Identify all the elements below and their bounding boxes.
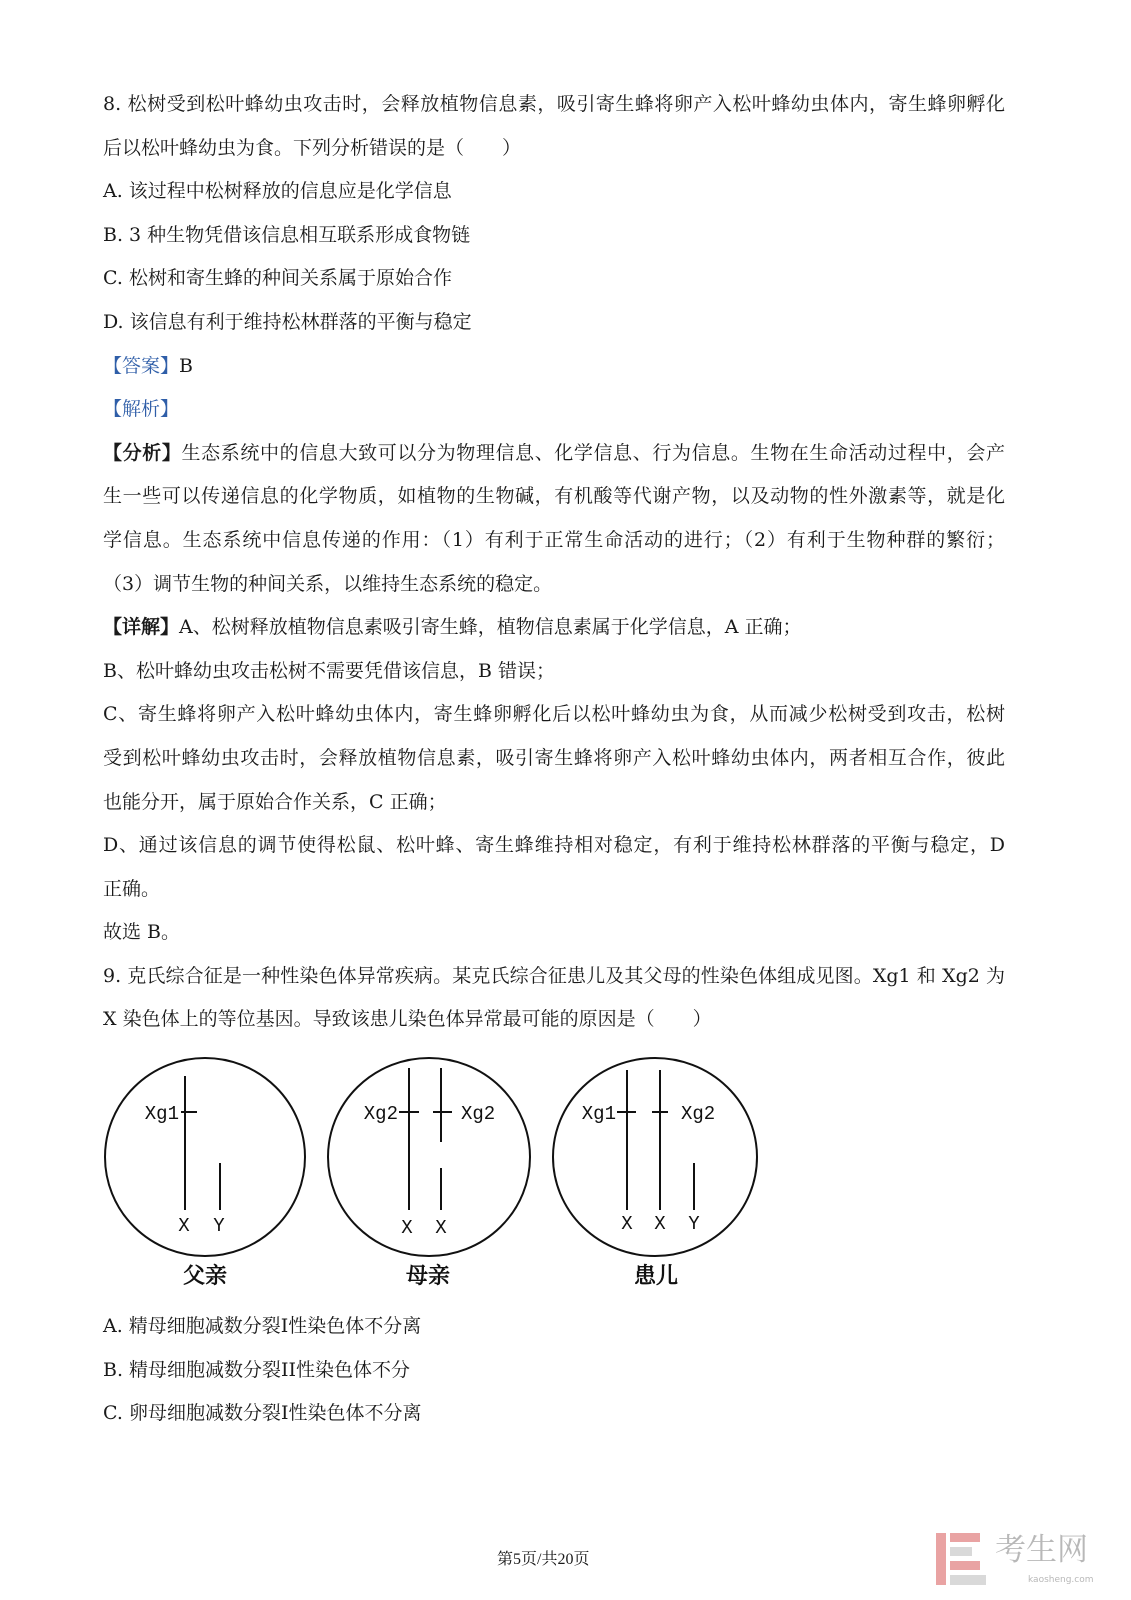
answer-line: [103, 345, 1005, 389]
q8-stem-line-1: 8. 松树受到松叶蜂幼虫攻击时，会释放植物信息素，吸引寄生蜂将卵产入松叶蜂幼虫体内，寄生蜂卵孵化: [103, 93, 1005, 115]
logo-bar-vertical: [936, 1533, 946, 1585]
analysis-line-3: 学信息。生态系统中信息传递的作用：（1）有利于正常生命活动的进行；（2）有利于生物种群的繁衍；: [103, 528, 1005, 551]
mother-gene-label-right: Xg2: [461, 1103, 496, 1125]
child-x-label-1: X: [621, 1213, 633, 1235]
child-cell: [553, 1058, 757, 1289]
child-x-label-2: X: [654, 1213, 666, 1235]
explanation-line: [103, 388, 1005, 432]
child-y-label: Y: [688, 1213, 700, 1235]
detail-line-4: 受到松叶蜂幼虫攻击时，会释放植物信息素，吸引寄生蜂将卵产入松叶蜂幼虫体内，两者相互合作，彼此: [103, 746, 1005, 769]
q8-stem-line-2: 后以松叶蜂幼虫为食。下列分析错误的是（ ）: [103, 136, 522, 159]
detail-line-6: D、通过该信息的调节使得松鼠、松叶蜂、寄生蜂维持相对稳定，有利于维持松林群落的平衡与稳定，D: [103, 834, 1005, 857]
watermark-brand: 考生网: [995, 1532, 1088, 1568]
q8-option-a: A. 该过程中松树释放的信息应是化学信息: [103, 180, 452, 203]
mother-x-label-left: X: [401, 1217, 413, 1239]
q9-option-b: B. 精母细胞减数分裂II性染色体不分: [103, 1358, 411, 1381]
chromosome-figure: [0, 1050, 1131, 1300]
main-text-block: [103, 83, 1005, 1042]
explanation-tag: 【解析】: [103, 398, 180, 421]
detail-text-1: A、松树释放植物信息素吸引寄生蜂，植物信息素属于化学信息，A 正确；: [179, 616, 802, 639]
logo-bar-bottom: [950, 1575, 986, 1585]
q9-options-block: [103, 1305, 1005, 1436]
q9-option-a: A. 精母细胞减数分裂I性染色体不分离: [103, 1315, 422, 1337]
father-caption: 父亲: [182, 1264, 228, 1289]
detail-line-5: 也能分开，属于原始合作关系，C 正确；: [103, 790, 447, 813]
detail-line-3: C、寄生蜂将卵产入松叶蜂幼虫体内，寄生蜂卵孵化后以松叶蜂幼虫为食，从而减少松树受到攻击，松树: [103, 703, 1005, 726]
logo-bar-top: [950, 1533, 980, 1542]
analysis-text-1: 生态系统中的信息大致可以分为物理信息、化学信息、行为信息。生物在生命活动过程中，会产: [181, 441, 1005, 464]
analysis-tag: 【分析】: [103, 441, 182, 464]
analysis-line-1: [103, 432, 1005, 476]
page-footer: 第5页/共20页: [497, 1551, 590, 1568]
kaosheng-logo-icon: [932, 1527, 992, 1591]
detail-line-7: 正确。: [103, 877, 161, 900]
analysis-line-4: （3）调节生物的种间关系，以维持生态系统的稳定。: [103, 572, 553, 595]
analysis-line-2: 生一些可以传递信息的化学物质，如植物的生物碱，有机酸等代谢产物，以及动物的性外激素等，就是化: [103, 485, 1005, 508]
q8-option-c: C. 松树和寄生蜂的种间关系属于原始合作: [103, 267, 452, 290]
father-cell-circle: [105, 1058, 305, 1256]
mother-x-label-right: X: [435, 1217, 447, 1239]
father-x-label: X: [178, 1215, 190, 1237]
father-gene-label: Xg1: [144, 1103, 179, 1125]
q9-stem-line-1: 9. 克氏综合征是一种性染色体异常疾病。某克氏综合征患儿及其父母的性染色体组成见图。Xg1 和 Xg2 为: [103, 964, 1005, 987]
q9-stem-line-2: X 染色体上的等位基因。导致该患儿染色体异常最可能的原因是（ ）: [103, 1008, 712, 1031]
mother-cell-circle: [328, 1058, 530, 1256]
mother-gene-label-left: Xg2: [363, 1103, 398, 1125]
child-gene-label-left: Xg1: [581, 1103, 616, 1125]
q8-option-d: D. 该信息有利于维持松林群落的平衡与稳定: [103, 310, 472, 333]
detail-tag: 【详解】: [103, 616, 180, 639]
detail-line-1: [103, 606, 1005, 650]
answer-value: B: [179, 354, 193, 377]
mother-caption: 母亲: [405, 1264, 451, 1289]
conclusion-line: 故选 B。: [103, 921, 181, 944]
child-gene-label-right: Xg2: [681, 1103, 716, 1125]
mother-cell: [328, 1058, 530, 1289]
father-y-label: Y: [213, 1215, 225, 1237]
q8-option-b: B. 3 种生物凭借该信息相互联系形成食物链: [103, 223, 471, 246]
logo-bar-middle-1: [950, 1547, 972, 1556]
answer-tag: 【答案】: [103, 354, 180, 377]
q9-option-c: C. 卵母细胞减数分裂I性染色体不分离: [103, 1402, 422, 1425]
watermark-domain: kaosheng.com: [1028, 1575, 1094, 1585]
detail-line-2: B、松叶蜂幼虫攻击松树不需要凭借该信息，B 错误；: [103, 659, 555, 682]
child-caption: 患儿: [633, 1264, 679, 1289]
father-cell: [105, 1058, 305, 1289]
logo-bar-middle-2: [950, 1561, 980, 1570]
